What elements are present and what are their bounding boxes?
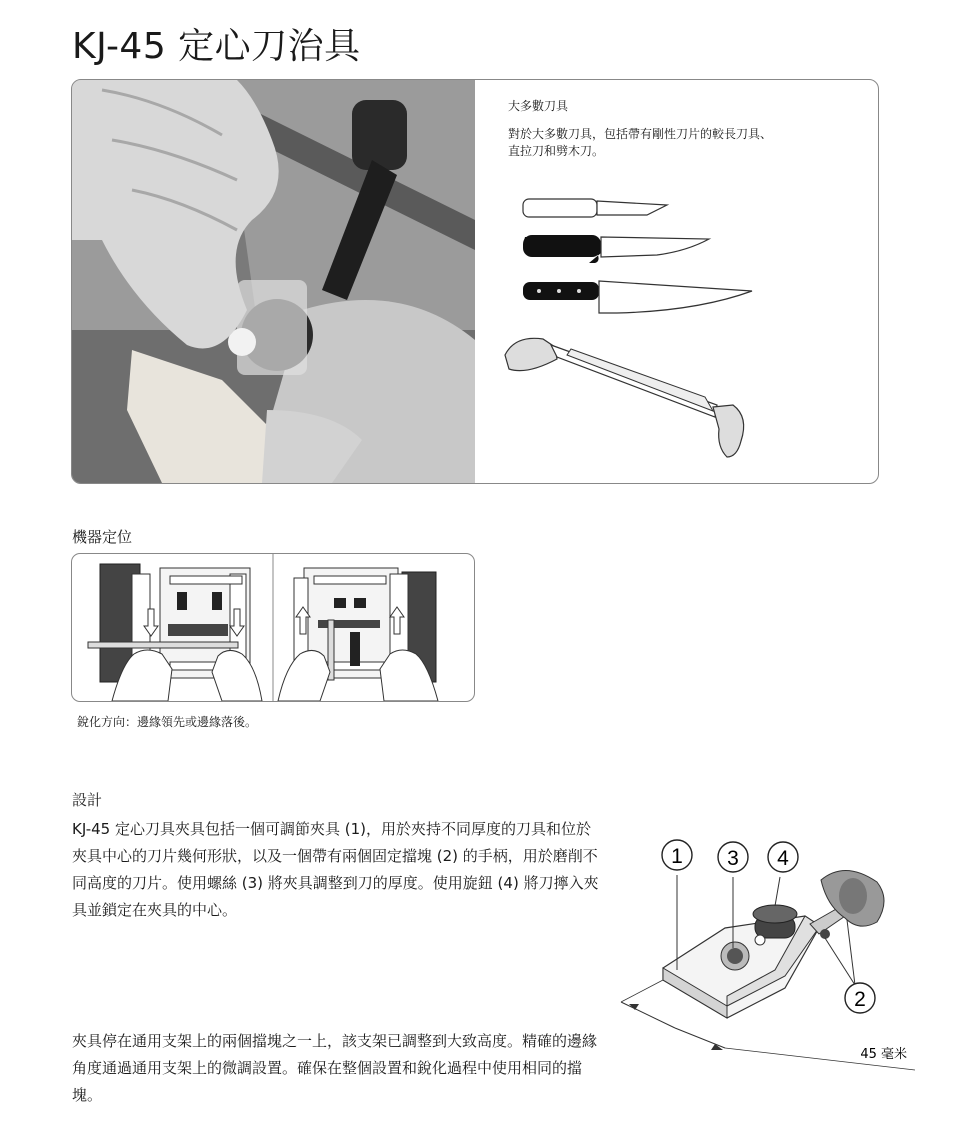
chef-knife (523, 281, 752, 313)
knife-types-line-1: 對於大多數刀具，包括帶有剛性刀片的較長刀具、 (508, 127, 773, 141)
callout-3-label: 3 (727, 847, 739, 870)
knife-types-panel (71, 79, 879, 484)
positioning-illustration (71, 553, 475, 702)
dimension-label: 45 毫米 (860, 1047, 907, 1062)
jig-photo (72, 80, 475, 483)
design-paragraph-2: 夾具停在通用支架上的兩個擋塊之一上，該支架已調整到大致高度。精確的邊緣角度通過通用支架上的微調設置。確保在整個設置和銳化過程中使用相同的擋塊。 (72, 1032, 598, 1104)
callout-2 (845, 983, 875, 1013)
callout-1-label: 1 (671, 845, 683, 868)
positioning-caption: 銳化方向：邊緣領先或邊緣落後。 (77, 715, 258, 729)
callout-1 (662, 840, 692, 870)
drawknife (505, 338, 744, 457)
design-paragraph-1: KJ-45 定心刀具夾具包括一個可調節夾具 (1)，用於夾持不同厚度的刀具和位於夾具中心的刀片幾何形狀，以及一個帶有兩個固定擋塊 (2) 的手柄，用於磨削不同高度的刀片。使用螺絲 (3) 將夾具調整到刀的厚度。使用旋鈕 (4) 將刀擰入夾具並鎖定在夾具的中心。 (72, 820, 599, 919)
callout-2-label: 2 (854, 988, 866, 1011)
knife-illustrations (497, 185, 797, 484)
knife-types-heading: 大多數刀具 (508, 99, 569, 113)
jig-parts-diagram (615, 820, 915, 1080)
callout-3 (718, 842, 748, 872)
design-heading: 設計 (72, 791, 103, 809)
machine-edge-trailing (278, 568, 438, 701)
callout-4-label: 4 (777, 847, 789, 870)
knife-types-text (508, 98, 772, 160)
callout-4 (768, 842, 798, 872)
machine-edge-leading (88, 564, 262, 701)
boning-knife (523, 235, 709, 263)
small-knife (523, 199, 667, 217)
positioning-drawing (72, 554, 474, 701)
positioning-heading: 機器定位 (72, 528, 133, 546)
knife-types-line-2: 直拉刀和劈木刀。 (508, 144, 605, 158)
page-title: KJ-45 定心刀治具 (72, 26, 361, 67)
